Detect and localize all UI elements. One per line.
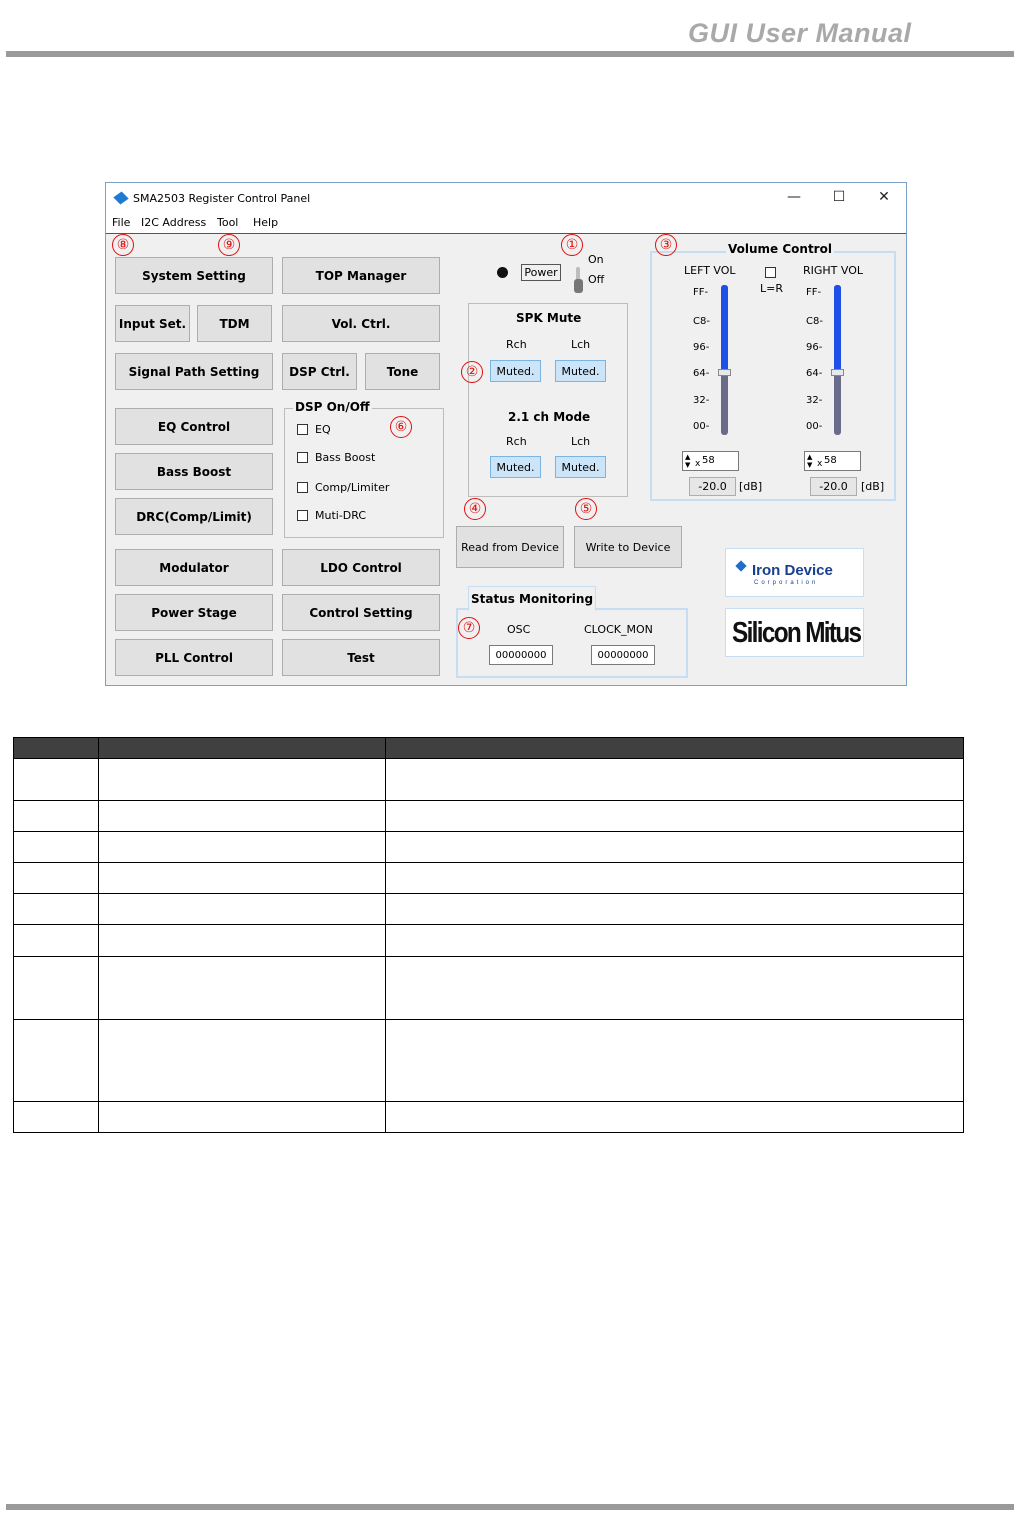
table-cell <box>99 894 386 925</box>
marker-9: ⑨ <box>218 234 240 256</box>
marker-6: ⑥ <box>390 416 412 438</box>
osc-value: 00000000 <box>489 645 553 665</box>
power-stage-button[interactable]: Power Stage <box>115 594 273 631</box>
right-db-unit: [dB] <box>861 480 885 493</box>
table-cell <box>99 957 386 1020</box>
iron-device-logo <box>725 548 864 597</box>
spk-mute-rch-label: Rch <box>506 338 527 351</box>
header-divider <box>6 51 1014 57</box>
tdm-button[interactable]: TDM <box>197 305 272 342</box>
table-header-row <box>14 738 964 759</box>
table-cell <box>14 925 99 957</box>
close-icon[interactable]: ✕ <box>878 189 890 205</box>
table-cell <box>386 863 964 894</box>
table-cell <box>14 1102 99 1133</box>
right-tick-label: C8- <box>806 316 823 327</box>
power-label: Power <box>521 264 561 281</box>
dsp-comp-limiter-checkbox-row[interactable] <box>297 481 389 494</box>
modulator-button[interactable]: Modulator <box>115 549 273 586</box>
table-cell <box>14 894 99 925</box>
table-header-cell <box>386 738 964 759</box>
table-cell <box>14 801 99 832</box>
table-cell <box>14 832 99 863</box>
spin-arrows-icon[interactable]: ▲ ▼ <box>807 453 813 469</box>
table-row <box>14 957 964 1020</box>
clock-mon-value: 00000000 <box>591 645 655 665</box>
checkbox-label: Bass Boost <box>315 451 376 464</box>
marker-2: ② <box>461 361 483 383</box>
iron-device-wordmark: Iron Device <box>752 562 833 579</box>
iron-device-sub: Corporation <box>754 580 819 586</box>
bass-boost-button[interactable]: Bass Boost <box>115 453 273 490</box>
checkbox-label: Comp/Limiter <box>315 481 390 494</box>
menu-help[interactable]: Help <box>253 216 279 229</box>
dsp-onoff-legend: DSP On/Off <box>295 400 370 414</box>
left-tick-label: 96- <box>693 342 710 353</box>
checkbox-label: Muti-DRC <box>315 509 367 522</box>
volume-control-legend: Volume Control <box>728 242 832 256</box>
page-header-title: GUI User Manual <box>688 18 912 48</box>
table-cell <box>14 863 99 894</box>
eq-control-button[interactable]: EQ Control <box>115 408 273 445</box>
right-vol-label: RIGHT VOL <box>803 264 864 277</box>
input-set-button[interactable]: Input Set. <box>115 305 190 342</box>
pll-control-button[interactable]: PLL Control <box>115 639 273 676</box>
left-vol-slider[interactable] <box>718 285 731 437</box>
right-vol-value: 58 <box>824 455 837 466</box>
clock-mon-label: CLOCK_MON <box>584 623 653 636</box>
status-monitoring-box <box>456 608 688 678</box>
left-tick-label: 32- <box>693 395 710 406</box>
marker-3: ③ <box>655 234 677 256</box>
mode-lch-label: Lch <box>571 435 591 448</box>
table-cell <box>99 863 386 894</box>
lr-link-checkbox[interactable] <box>765 267 776 278</box>
right-tick-label: 96- <box>806 342 823 353</box>
dsp-bass-boost-checkbox-row[interactable] <box>297 451 375 464</box>
table-cell <box>386 957 964 1020</box>
left-vol-label: LEFT VOL <box>684 264 736 277</box>
menu-bar <box>106 213 906 234</box>
read-from-device-button[interactable]: Read from Device <box>456 526 564 568</box>
spin-arrows-icon[interactable]: ▲ ▼ <box>685 453 691 469</box>
menu-tool[interactable]: Tool <box>217 216 239 229</box>
table-cell <box>99 925 386 957</box>
window-title: SMA2503 Register Control Panel <box>133 192 311 205</box>
dsp-eq-checkbox-row[interactable] <box>297 423 331 436</box>
table-cell <box>386 894 964 925</box>
power-off-label: Off <box>588 273 605 286</box>
vol-ctrl-button[interactable]: Vol. Ctrl. <box>282 305 440 342</box>
table-row <box>14 925 964 957</box>
table-cell <box>386 832 964 863</box>
osc-label: OSC <box>507 623 531 636</box>
mode-rch-mute-button[interactable]: Muted. <box>490 456 541 478</box>
table-row <box>14 1020 964 1102</box>
test-button[interactable]: Test <box>282 639 440 676</box>
mode-title: 2.1 ch Mode <box>508 410 591 424</box>
drc-comp-limit-button[interactable]: DRC(Comp/Limit) <box>115 498 273 535</box>
marker-8: ⑧ <box>112 234 134 256</box>
title-bar <box>106 183 906 213</box>
table-cell <box>99 832 386 863</box>
description-table <box>13 737 964 1133</box>
menu-file[interactable]: File <box>112 216 131 229</box>
left-vol-spinbox[interactable] <box>682 451 739 471</box>
table-cell <box>386 1020 964 1102</box>
left-tick-label: FF- <box>693 287 709 298</box>
table-cell <box>386 759 964 801</box>
right-vol-slider[interactable] <box>831 285 844 437</box>
power-on-label: On <box>588 253 604 266</box>
table-row <box>14 863 964 894</box>
table-cell <box>99 1020 386 1102</box>
left-vol-value: 58 <box>702 455 715 466</box>
marker-4: ④ <box>464 498 486 520</box>
spk-mute-title: SPK Mute <box>516 311 582 325</box>
minimize-icon[interactable]: — <box>787 189 801 205</box>
status-monitoring-tab[interactable]: Status Monitoring <box>468 586 596 611</box>
left-db-unit: [dB] <box>739 480 763 493</box>
table-row <box>14 832 964 863</box>
spk-mute-lch-label: Lch <box>571 338 591 351</box>
right-vol-db: -20.0 <box>810 477 857 496</box>
dsp-muti-drc-checkbox-row[interactable] <box>297 509 366 522</box>
table-header-cell <box>14 738 99 759</box>
right-spin-prefix: x <box>817 459 823 469</box>
table-cell <box>99 1102 386 1133</box>
marker-1: ① <box>561 234 583 256</box>
toggle-knob[interactable] <box>574 279 583 293</box>
table-cell <box>14 957 99 1020</box>
left-slider-fill <box>721 285 728 372</box>
power-toggle-switch[interactable] <box>574 267 583 297</box>
checkbox[interactable] <box>297 510 308 521</box>
left-slider-thumb[interactable] <box>718 369 731 376</box>
menu-i2c-address[interactable]: I2C Address <box>141 216 207 229</box>
left-vol-db: -20.0 <box>689 477 736 496</box>
table-row <box>14 759 964 801</box>
mode-rch-label: Rch <box>506 435 527 448</box>
table-row <box>14 801 964 832</box>
system-setting-button[interactable]: System Setting <box>115 257 273 294</box>
rch-mute-button[interactable]: Muted. <box>490 360 541 382</box>
right-slider-thumb[interactable] <box>831 369 844 376</box>
table-cell <box>14 759 99 801</box>
app-icon <box>113 192 128 205</box>
left-tick-label: 00- <box>693 421 710 432</box>
checkbox[interactable] <box>297 452 308 463</box>
table-cell <box>99 801 386 832</box>
mode-lch-mute-button[interactable]: Muted. <box>555 456 606 478</box>
table-header-cell <box>99 738 386 759</box>
left-tick-label: 64- <box>693 368 710 379</box>
silicon-mitus-wordmark: Silicon Mitus <box>732 617 861 649</box>
top-manager-button[interactable]: TOP Manager <box>282 257 440 294</box>
right-tick-label: 00- <box>806 421 823 432</box>
table-cell <box>386 1102 964 1133</box>
write-to-device-button[interactable]: Write to Device <box>574 526 682 568</box>
maximize-icon[interactable]: ☐ <box>832 189 846 205</box>
right-tick-label: 32- <box>806 395 823 406</box>
left-tick-label: C8- <box>693 316 710 327</box>
ldo-control-button[interactable]: LDO Control <box>282 549 440 586</box>
control-setting-button[interactable]: Control Setting <box>282 594 440 631</box>
table-cell <box>386 801 964 832</box>
marker-5: ⑤ <box>575 498 597 520</box>
lr-link-label: L=R <box>760 282 783 295</box>
signal-path-setting-button[interactable]: Signal Path Setting <box>115 353 273 390</box>
checkbox[interactable] <box>297 424 308 435</box>
tone-button[interactable]: Tone <box>365 353 440 390</box>
table-cell <box>99 759 386 801</box>
power-led-icon <box>497 267 508 278</box>
right-tick-label: 64- <box>806 368 823 379</box>
table-row <box>14 894 964 925</box>
checkbox-label: EQ <box>315 423 331 436</box>
silicon-mitus-logo <box>725 608 864 657</box>
footer-divider <box>6 1504 1014 1510</box>
left-spin-prefix: x <box>695 459 701 469</box>
iron-device-mark-icon <box>735 560 746 571</box>
right-tick-label: FF- <box>806 287 822 298</box>
marker-7: ⑦ <box>458 617 480 639</box>
right-vol-spinbox[interactable] <box>804 451 861 471</box>
right-slider-fill <box>834 285 841 372</box>
dsp-ctrl-button[interactable]: DSP Ctrl. <box>282 353 357 390</box>
table-row <box>14 1102 964 1133</box>
checkbox[interactable] <box>297 482 308 493</box>
table-cell <box>386 925 964 957</box>
table-cell <box>14 1020 99 1102</box>
lch-mute-button[interactable]: Muted. <box>555 360 606 382</box>
